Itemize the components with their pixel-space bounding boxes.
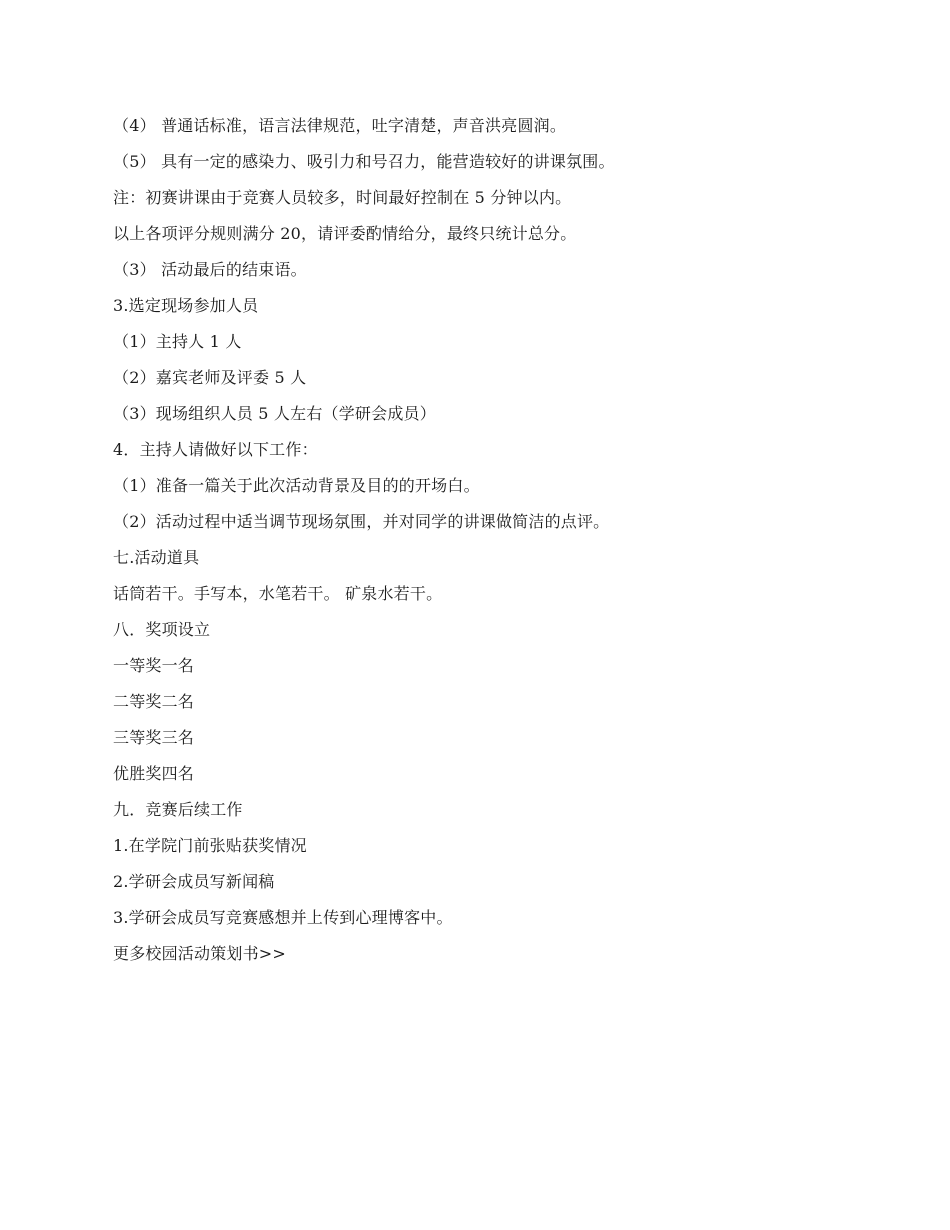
award-third-line: 三等奖三名 <box>113 728 195 747</box>
closing-remarks-line: （3） 活动最后的结束语。 <box>113 260 307 279</box>
section-heading-props: 七.活动道具 <box>113 548 200 567</box>
followup-2-line: 2.学研会成员写新闻稿 <box>113 872 275 891</box>
award-merit-line: 优胜奖四名 <box>113 764 195 783</box>
participant-staff-line: （3）现场组织人员 5 人左右（学研会成员） <box>113 404 436 423</box>
more-plans-link[interactable]: 更多校园活动策划书>> <box>113 944 287 963</box>
criterion-4-line: （4） 普通话标准，语言法律规范，吐字清楚，声音洪亮圆润。 <box>113 116 567 135</box>
section-heading-followup: 九．竞赛后续工作 <box>113 800 243 819</box>
note-line: 注：初赛讲课由于竞赛人员较多，时间最好控制在 5 分钟以内。 <box>113 188 572 207</box>
section-heading-host-duties: 4．主持人请做好以下工作： <box>113 440 318 459</box>
host-duty-2-line: （2）活动过程中适当调节现场氛围，并对同学的讲课做简洁的点评。 <box>113 512 610 531</box>
scoring-rule-line: 以上各项评分规则满分 20，请评委酌情给分，最终只统计总分。 <box>113 224 577 243</box>
participant-judges-line: （2）嘉宾老师及评委 5 人 <box>113 368 307 387</box>
participant-host-line: （1）主持人 1 人 <box>113 332 242 351</box>
award-first-line: 一等奖一名 <box>113 656 195 675</box>
followup-1-line: 1.在学院门前张贴获奖情况 <box>113 836 307 855</box>
document-body <box>113 108 853 972</box>
props-list-line: 话筒若干。手写本，水笔若干。 矿泉水若干。 <box>113 584 443 603</box>
award-second-line: 二等奖二名 <box>113 692 195 711</box>
criterion-5-line: （5） 具有一定的感染力、吸引力和号召力，能营造较好的讲课氛围。 <box>113 152 615 171</box>
followup-3-line: 3.学研会成员写竞赛感想并上传到心理博客中。 <box>113 908 453 927</box>
host-duty-1-line: （1）准备一篇关于此次活动背景及目的的开场白。 <box>113 476 480 495</box>
section-heading-participants: 3.选定现场参加人员 <box>113 296 259 315</box>
section-heading-awards: 八．奖项设立 <box>113 620 211 639</box>
